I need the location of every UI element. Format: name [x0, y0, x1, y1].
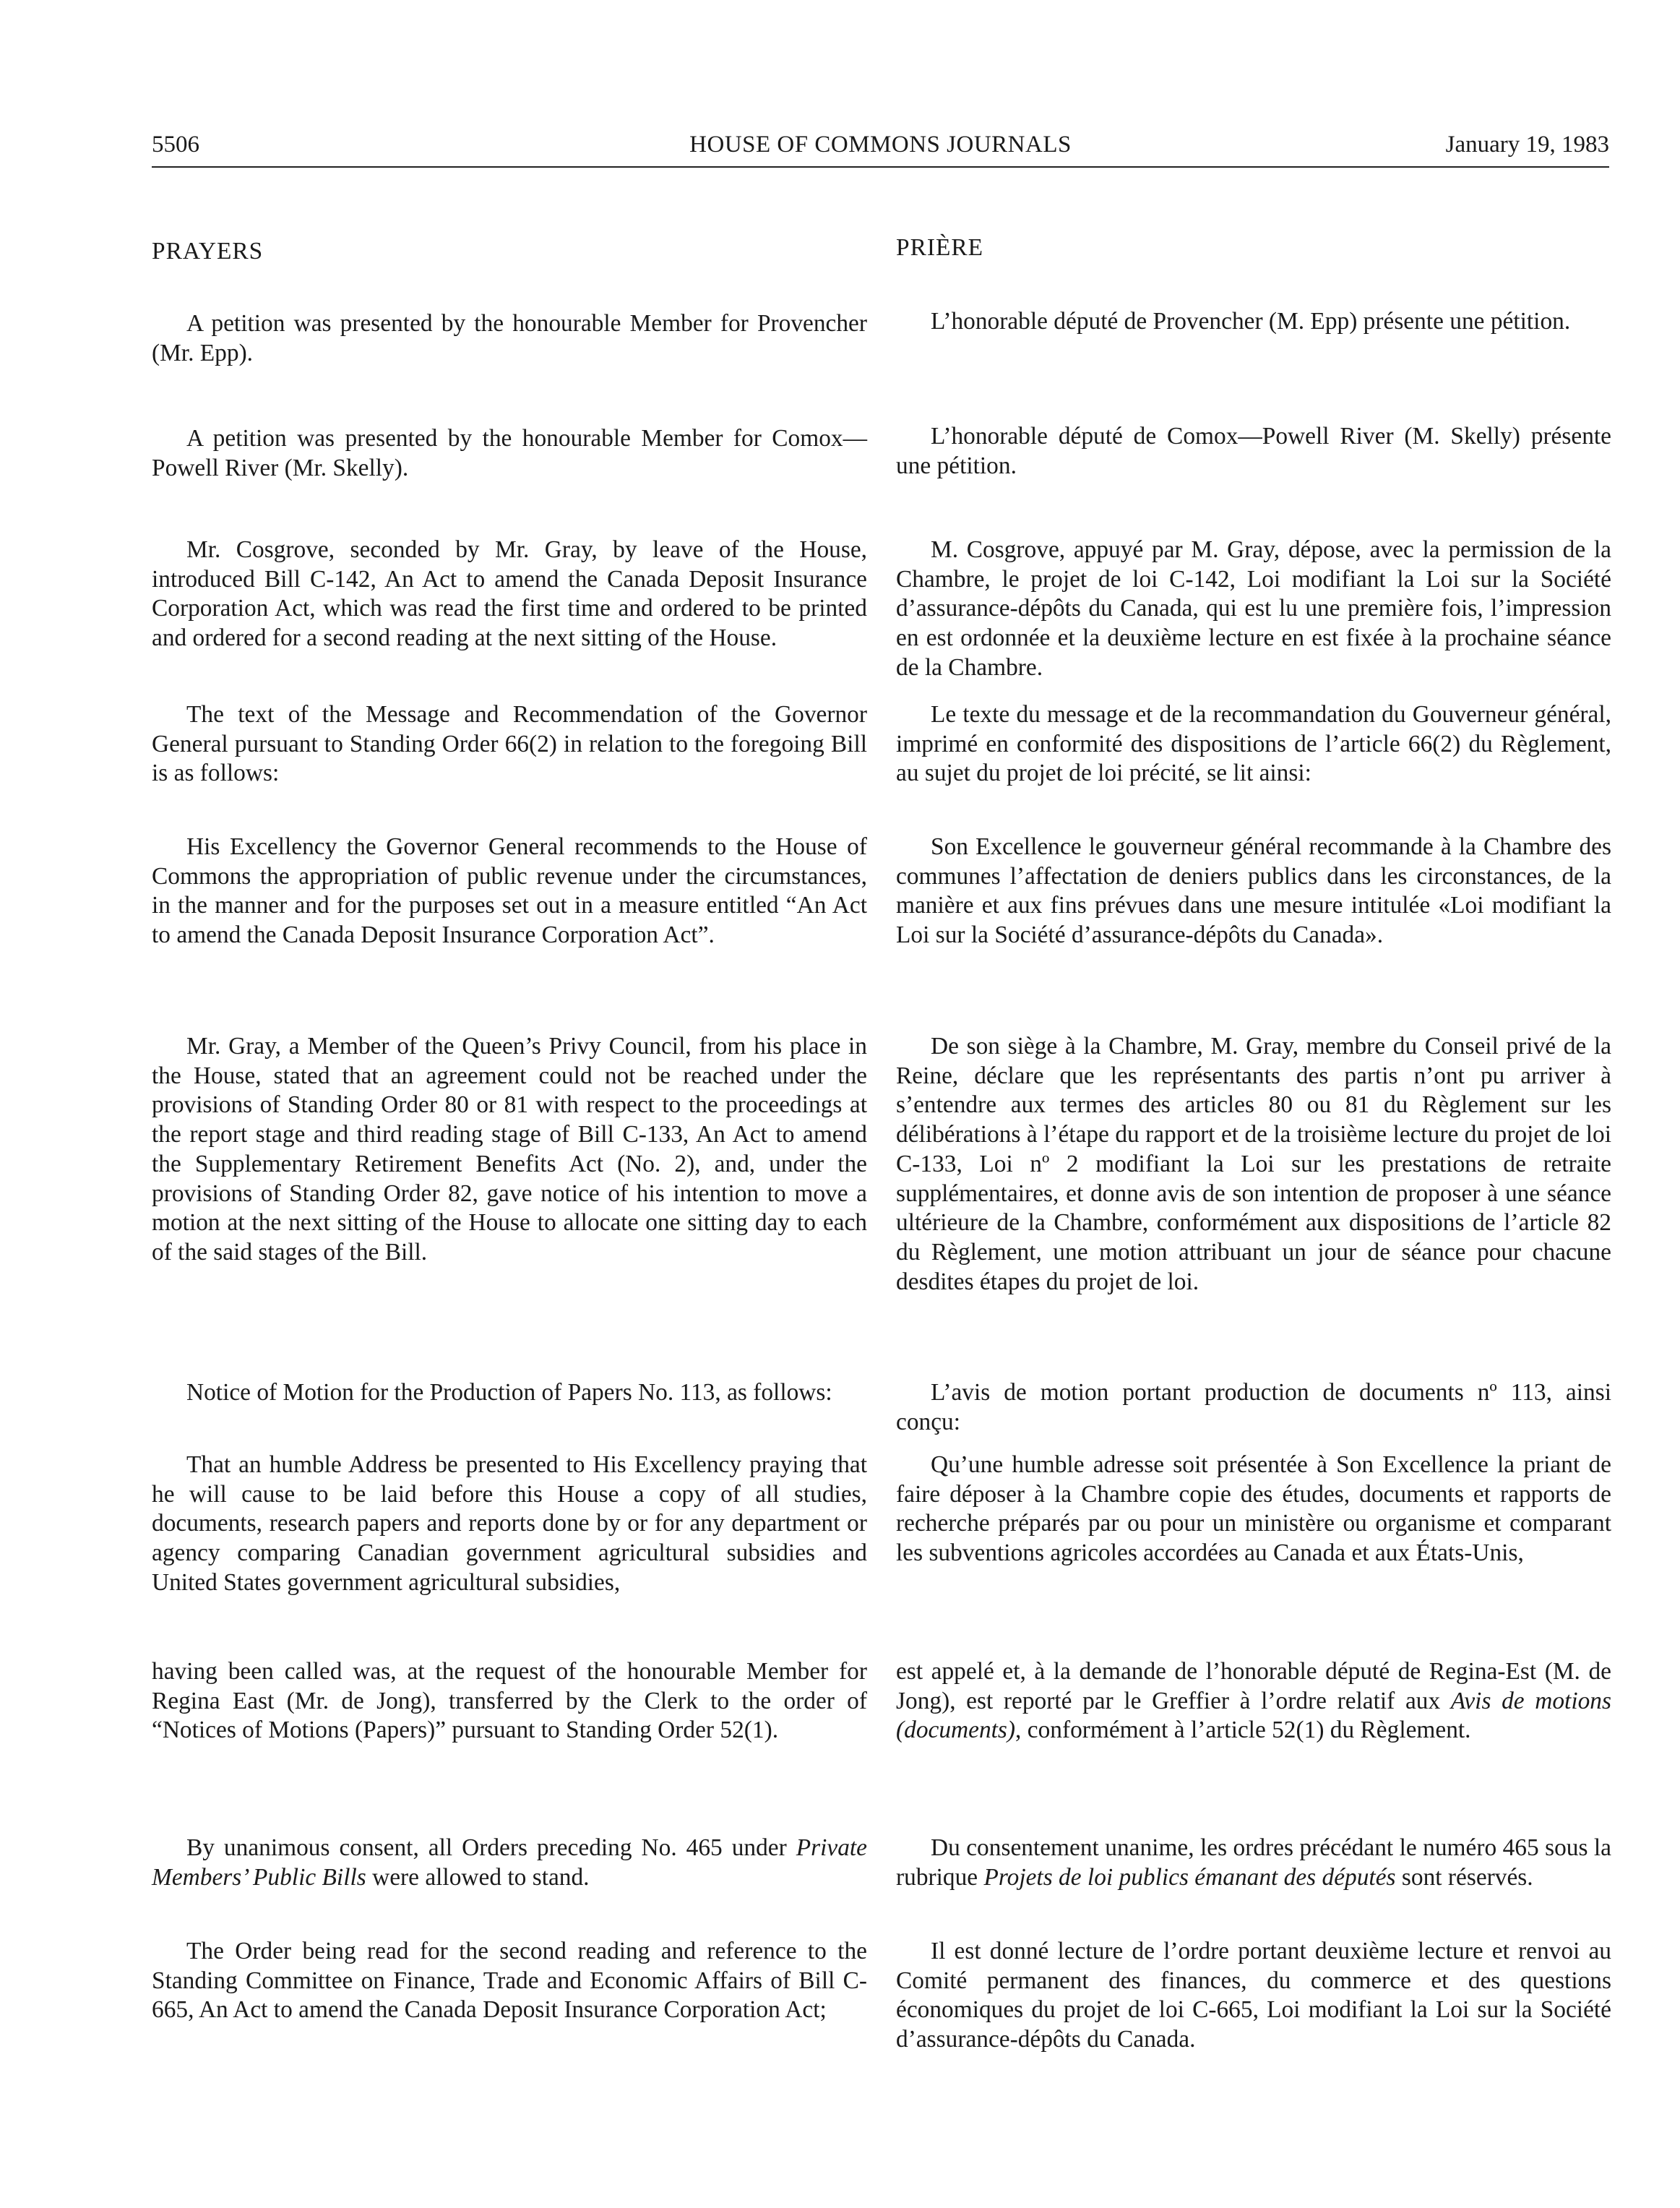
- fr-petition-1-block: [896, 307, 1611, 337]
- en-transfer-block: [152, 1657, 867, 1745]
- fr-transfer-text: [896, 1657, 1611, 1745]
- fr-transfer-before: est appelé et, à la demande de l’honorable député de Regina-Est (M. de Jong), est reporté par le Greffier à l’ordre relatif aux: [896, 1658, 1611, 1714]
- fr-transfer-italic: Avis de motions (documents): [896, 1687, 1611, 1744]
- en-message-text: His Excellency the Governor General recommends to the House of Commons the appropriation of public revenue under the circumstances, in the manner and for the purposes set out in a measure entitled “An Act to amend the Canada Deposit Insurance Corporation Act”.: [152, 833, 867, 949]
- fr-transfer-block: [896, 1657, 1611, 1745]
- en-petition-2-block: [152, 424, 867, 483]
- fr-bill-c142: M. Cosgrove, appuyé par M. Gray, dépose, avec la permission de la Chambre, le projet de loi C-142, Loi modifiant la Loi sur la Société d’assurance-dépôts du Canada, qui est lu une première fois, l’impression en est ordonnée et la deuxième lecture en est fixée à la prochaine séance de la Chambre.: [896, 536, 1611, 681]
- en-bill-block: [152, 536, 867, 653]
- fr-bill-block: [896, 536, 1611, 683]
- fr-message-intro: Le texte du message et de la recommandation du Gouverneur général, imprimé en conformité des dispositions de l’article 66(2) du Règlement, au sujet du projet de loi précité, se lit ainsi:: [896, 701, 1611, 787]
- en-address-text: That an humble Address be presented to His Excellency praying that he will cause to be laid before this House a copy of all studies, documents, research papers and reports done by or for any department or agency comparing Canadian government agricultural subsidies and United States government agricultural subsidies,: [152, 1451, 867, 1596]
- running-head: [152, 129, 1609, 168]
- fr-message-intro-block: [896, 700, 1611, 789]
- page-date: January 19, 1983: [1445, 132, 1609, 158]
- en-section-heading: PRAYERS: [152, 238, 264, 265]
- en-message-intro-block: [152, 700, 867, 789]
- fr-section-heading: PRIÈRE: [896, 234, 984, 261]
- en-consent-italic: Private Members’ Public Bills: [152, 1834, 867, 1891]
- fr-papers-notice: L’avis de motion portant production de documents nº 113, ainsi conçu:: [896, 1379, 1611, 1435]
- en-consent-before: By unanimous consent, all Orders preceding No. 465 under: [186, 1834, 787, 1861]
- fr-consent-text: [896, 1834, 1611, 1892]
- en-gray-notice: Mr. Gray, a Member of the Queen’s Privy Council, from his place in the House, stated that an agreement could not be reached under the provisions of Standing Order 80 or 81 with respect to the proceedings at the report stage and third reading stage of Bill C-133, An Act to amend the Supplementary Retirement Benefits Act (No. 2), and, under the provisions of Standing Order 82, gave notice of his intention to move a motion at the next sitting of the House to allocate one sitting day to each of the said stages of the Bill.: [152, 1033, 867, 1266]
- en-heading-block: [152, 237, 867, 267]
- fr-gray-notice: De son siège à la Chambre, M. Gray, membre du Conseil privé de la Reine, déclare que les représentants des partis n’ont pu arriver à s’entendre aux termes des articles 80 ou 81 du Règlement sur les délibérations à l’étape du rapport et de la troisième lecture du projet de loi C-133, Loi nº 2 modifiant la Loi sur les prestations de retraite supplémentaires, et donne avis de son intention de proposer à une séance ultérieure de la Chambre, conformément aux dispositions de l’article 82 du Règlement, une motion attribuant un jour de séance pour chacune desdites étapes du projet de loi.: [896, 1033, 1611, 1295]
- fr-order-c665: Il est donné lecture de l’ordre portant deuxième lecture et renvoi au Comité permanent des finances, du commerce et des questions économiques du projet de loi C-665, Loi modifiant la Loi sur la Société d’assurance-dépôts du Canada.: [896, 1938, 1611, 2053]
- en-gray-notice-block: [152, 1032, 867, 1268]
- en-consent-block: [152, 1834, 867, 1892]
- en-consent-after: were allowed to stand.: [372, 1863, 590, 1891]
- en-transfer-text: having been called was, at the request of the honourable Member for Regina East (Mr. de Jong), transferred by the Clerk to the order of “Notices of Motions (Papers)” pursuant to Standing Order 52(1).: [152, 1658, 867, 1744]
- en-consent-text: [152, 1834, 867, 1892]
- page-number: 5506: [152, 132, 199, 158]
- en-bill-c142: Mr. Cosgrove, seconded by Mr. Gray, by leave of the House, introduced Bill C-142, An Act to amend the Canada Deposit Insurance Corporation Act, which was read the first time and ordered to be printed and ordered for a second reading at the next sitting of the House.: [152, 536, 867, 652]
- fr-petition-2-block: [896, 422, 1611, 481]
- en-message-intro: The text of the Message and Recommendation of the Governor General pursuant to Standing Order 66(2) in relation to the foregoing Bill is as follows:: [152, 701, 867, 787]
- journal-title: HOUSE OF COMMONS JOURNALS: [689, 132, 1072, 158]
- fr-papers-notice-block: [896, 1378, 1611, 1437]
- fr-heading-block: [896, 233, 1611, 263]
- en-petition-1: A petition was presented by the honourable Member for Provencher (Mr. Epp).: [152, 310, 867, 366]
- fr-consent-after: sont réservés.: [1401, 1863, 1533, 1891]
- en-address-block: [152, 1451, 867, 1598]
- fr-petition-2: L’honorable député de Comox—Powell River (M. Skelly) présente une pétition.: [896, 423, 1611, 479]
- en-petition-2: A petition was presented by the honourable Member for Comox—Powell River (Mr. Skelly).: [152, 425, 867, 481]
- fr-address-text: Qu’une humble adresse soit présentée à Son Excellence la priant de faire déposer à la Chambre copie des études, documents et rapports de recherche préparés par ou pour un ministère ou organisme et comparant les subventions agricoles accordées au Canada et aux États-Unis,: [896, 1451, 1611, 1567]
- fr-gray-notice-block: [896, 1032, 1611, 1297]
- fr-message-text: Son Excellence le gouverneur général recommande à la Chambre des communes l’affectation de deniers publics dans les circonstances, de la manière et aux fins prévues dans une mesure intitulée «Loi modifiant la Loi sur la Société d’assurance-dépôts du Canada».: [896, 833, 1611, 949]
- fr-petition-1: L’honorable député de Provencher (M. Epp) présente une pétition.: [931, 308, 1571, 335]
- en-papers-notice: Notice of Motion for the Production of Papers No. 113, as follows:: [186, 1379, 832, 1406]
- fr-consent-before: Du consentement unanime, les ordres précédant le numéro 465 sous la rubrique: [896, 1834, 1611, 1891]
- en-papers-notice-block: [152, 1378, 867, 1408]
- fr-transfer-after: , conformément à l’article 52(1) du Règlement.: [1015, 1717, 1471, 1744]
- en-order-c665: The Order being read for the second reading and reference to the Standing Committee on Finance, Trade and Economic Affairs of Bill C-665, An Act to amend the Canada Deposit Insurance Corporation Act;: [152, 1938, 867, 2024]
- en-message-text-block: [152, 833, 867, 950]
- fr-order-block: [896, 1937, 1611, 2055]
- en-petition-1-block: [152, 309, 867, 368]
- fr-consent-block: [896, 1834, 1611, 1892]
- fr-message-text-block: [896, 833, 1611, 950]
- fr-address-block: [896, 1451, 1611, 1568]
- fr-consent-italic: Projets de loi publics émanant des députés: [983, 1863, 1396, 1891]
- en-order-block: [152, 1937, 867, 2025]
